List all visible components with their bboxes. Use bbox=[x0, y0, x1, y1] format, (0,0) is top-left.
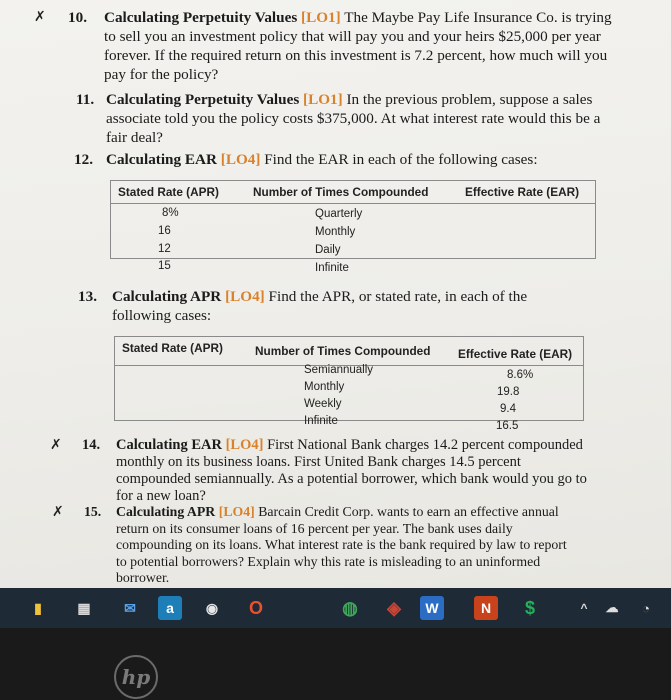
problem-10 bbox=[0, 8, 671, 88]
learning-objective: [LO4] bbox=[225, 437, 264, 453]
problem-title: Calculating EAR bbox=[106, 151, 217, 168]
col-header-stated-rate: Stated Rate (APR) bbox=[122, 341, 223, 355]
table-cell: 12 bbox=[158, 243, 171, 255]
table-cell: 15 bbox=[158, 260, 171, 272]
office-icon[interactable]: O bbox=[248, 597, 263, 618]
problem-text: First National Bank charges 14.2 percent compounded monthly on its business loans. First United Bank charges 14.5 percent compounded semiannually. As a potential borrower, which bank would you go to for a new loan? bbox=[116, 437, 587, 504]
check-mark-icon: ✗ bbox=[34, 9, 46, 25]
learning-objective: [LO4] bbox=[220, 151, 261, 168]
problem-title: Calculating APR bbox=[112, 288, 222, 305]
ear-table bbox=[110, 180, 600, 280]
problem-12 bbox=[0, 150, 671, 172]
file-explorer-icon[interactable]: ▮ bbox=[34, 599, 42, 616]
apr-table bbox=[114, 336, 594, 436]
hp-logo: hp bbox=[114, 655, 158, 699]
problem-15 bbox=[0, 504, 671, 588]
learning-objective: [LO1] bbox=[301, 9, 341, 26]
problem-title: Calculating APR bbox=[116, 504, 216, 519]
col-header-times-compounded: Number of Times Compounded bbox=[255, 344, 431, 358]
table-cell: Quarterly bbox=[315, 208, 363, 220]
problem-14 bbox=[0, 437, 671, 504]
camera-icon[interactable]: ◉ bbox=[205, 599, 219, 616]
problem-number: 10. bbox=[68, 9, 87, 26]
cloud-icon[interactable]: ☁ bbox=[605, 600, 619, 615]
check-mark-icon: ✗ bbox=[52, 504, 64, 520]
problem-number: 12. bbox=[74, 151, 93, 168]
laptop-bezel bbox=[0, 628, 671, 700]
problem-number: 14. bbox=[82, 437, 101, 453]
network-icon[interactable]: ◈ bbox=[387, 597, 401, 618]
store-icon[interactable]: ▦ bbox=[77, 599, 91, 616]
learning-objective: [LO1] bbox=[303, 91, 343, 108]
learning-objective: [LO4] bbox=[225, 288, 265, 305]
table-cell: 9.4 bbox=[500, 403, 516, 415]
problem-number: 15. bbox=[84, 504, 102, 519]
problem-title: Calculating Perpetuity Values bbox=[106, 91, 300, 108]
table-cell: Weekly bbox=[304, 398, 342, 410]
onenote-icon[interactable]: N bbox=[474, 596, 498, 620]
chrome-icon[interactable]: ◍ bbox=[342, 597, 358, 618]
table-cell: Infinite bbox=[315, 262, 349, 274]
problem-text: Barcain Credit Corp. wants to earn an effective annual return on its consumer loans of 16 percent per year. The bank uses daily compounding on its loans. What interest rate is the bank required by law to report to potential borrowers? Explain why this rate is misleading to an uninformed borrower. bbox=[116, 504, 567, 585]
wifi-icon[interactable]: ◔ bbox=[642, 600, 650, 616]
problem-text: The Maybe Pay Life Insurance Co. is trying to sell you an investment policy that will pay you and your heirs $25,000 per year forever. If the required return on this investment is 7.2 percent, how much will you pay for the policy? bbox=[104, 9, 612, 83]
word-icon[interactable]: W bbox=[420, 596, 444, 620]
col-header-stated-rate: Stated Rate (APR) bbox=[118, 185, 219, 199]
col-header-times-compounded: Number of Times Compounded bbox=[253, 185, 429, 199]
learning-objective: [LO4] bbox=[218, 504, 255, 519]
table-cell: 16 bbox=[158, 225, 171, 237]
table-cell: 16.5 bbox=[496, 420, 519, 432]
check-mark-icon: ✗ bbox=[50, 437, 62, 453]
table-cell: Monthly bbox=[315, 226, 356, 238]
table-cell: 19.8 bbox=[497, 386, 520, 398]
table-cell: Infinite bbox=[304, 415, 338, 427]
problem-title: Calculating EAR bbox=[116, 437, 222, 453]
problem-text: Find the APR, or stated rate, in each of the following cases: bbox=[112, 288, 528, 324]
table-cell: 8.6% bbox=[507, 369, 534, 381]
problem-13 bbox=[0, 287, 671, 327]
table-cell: Monthly bbox=[304, 381, 345, 393]
problem-number: 11. bbox=[76, 91, 95, 108]
table-cell: Semiannually bbox=[304, 364, 374, 376]
problem-number: 13. bbox=[78, 288, 97, 305]
table-cell: Daily bbox=[315, 244, 341, 256]
problem-text: In the previous problem, suppose a sales associate told you the policy costs $375,000. At what interest rate would this be a fair deal? bbox=[106, 91, 601, 146]
taskbar bbox=[0, 588, 671, 628]
chevron-up-icon[interactable]: ^ bbox=[580, 601, 588, 615]
problem-title: Calculating Perpetuity Values bbox=[104, 9, 298, 26]
col-header-effective-rate: Effective Rate (EAR) bbox=[458, 347, 573, 361]
amazon-icon[interactable]: a bbox=[158, 596, 182, 620]
problem-text: Find the EAR in each of the following cases: bbox=[264, 151, 538, 168]
table-cell: 8% bbox=[162, 207, 179, 219]
col-header-effective-rate: Effective Rate (EAR) bbox=[465, 185, 580, 199]
problem-11 bbox=[0, 90, 671, 150]
finance-icon[interactable]: $ bbox=[524, 597, 535, 618]
mail-icon[interactable]: ✉ bbox=[124, 599, 136, 616]
